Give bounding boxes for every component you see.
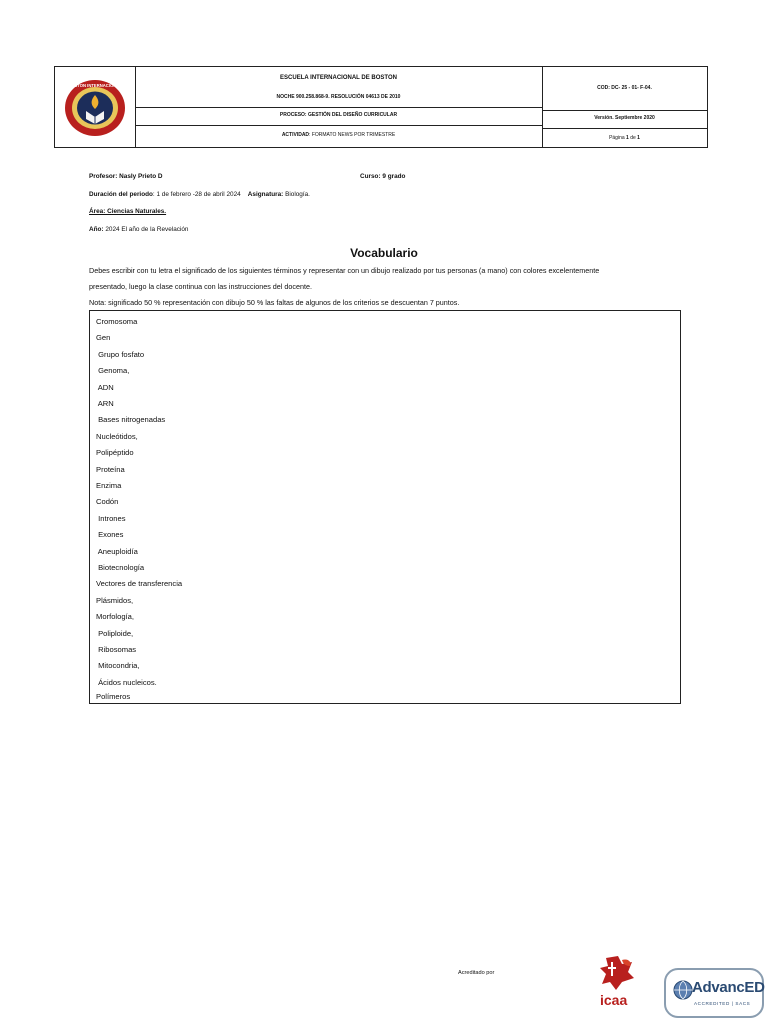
globe-icon bbox=[673, 980, 693, 1000]
list-item: Cromosoma bbox=[96, 317, 138, 326]
process-text: PROCESO: GESTIÓN DEL DISEÑO CURRICULAR bbox=[279, 112, 398, 118]
school-name: ESCUELA INTERNACIONAL DE BOSTON bbox=[280, 75, 397, 81]
list-item: Nucleótidos, bbox=[96, 431, 138, 441]
svg-text:BOSTON INTERNACIONAL: BOSTON INTERNACIONAL bbox=[68, 83, 122, 88]
teacher-line: Profesor: Nasly Prieto D bbox=[89, 173, 163, 180]
accredited-by-label: Acreditado por bbox=[458, 970, 495, 976]
document-header bbox=[54, 66, 708, 148]
list-item: Polímeros bbox=[96, 692, 131, 701]
instructions-line-1: Debes escribir con tu letra el significado de los siguientes términos y representar con un dibujo realizado por tus personas (a mano) con colores excelentemente bbox=[89, 266, 600, 275]
advanced-wordmark: AdvancED bbox=[692, 979, 765, 996]
advanced-logo bbox=[664, 968, 764, 1018]
header-middle bbox=[135, 67, 543, 147]
resolution-text: NOCHE 900.258.868-9. RESOLUCIÓN 04613 DE 2010 bbox=[276, 94, 401, 100]
header-right bbox=[542, 67, 707, 147]
list-item: Ácidos nucleicos. bbox=[96, 677, 157, 687]
vocabulary-list-box bbox=[89, 310, 681, 704]
icaa-wordmark: icaa bbox=[600, 992, 628, 1008]
doc-version: Versión. Septiembre 2020 bbox=[594, 115, 655, 121]
icaa-logo bbox=[598, 954, 638, 1008]
area-line: Área: Ciencias Naturales. bbox=[89, 208, 167, 215]
list-item: Enzima bbox=[96, 481, 122, 490]
school-seal-icon bbox=[64, 79, 126, 137]
list-item: Biotecnología bbox=[96, 563, 145, 572]
list-item: Bases nitrogenadas bbox=[96, 415, 166, 425]
list-item: Codón bbox=[96, 497, 119, 507]
instructions-line-2: presentado, luego la clase continua con las instrucciones del docente. bbox=[89, 282, 312, 291]
list-item: ADN bbox=[96, 382, 114, 392]
list-item: Plásmidos, bbox=[96, 595, 134, 605]
list-item: Proteína bbox=[96, 464, 125, 474]
logo-cell bbox=[55, 67, 136, 147]
course-line: Curso: 9 grado bbox=[360, 173, 406, 180]
list-item: Ribosomas bbox=[96, 645, 137, 654]
list-item: Intrones bbox=[96, 513, 126, 523]
list-item: Exones bbox=[96, 530, 124, 540]
list-item: Genoma, bbox=[96, 366, 130, 376]
activity-text: ACTIVIDAD: FORMATO NEWS POR TRIMESTRE bbox=[281, 132, 396, 138]
doc-code: COD: DC- 25 - 01- F-04. bbox=[597, 85, 652, 91]
page-number: Página 1 de 1 bbox=[609, 135, 640, 141]
advanced-subtitle: ACCREDITED | SACS bbox=[694, 1001, 751, 1006]
list-item: Grupo fosfato bbox=[96, 349, 145, 359]
note-line: Nota: significado 50 % representación con dibujo 50 % las faltas de algunos de los criterios se descuentan 7 puntos. bbox=[89, 298, 460, 307]
list-item: Aneuploidía bbox=[96, 546, 138, 556]
list-item: Polipéptido bbox=[96, 448, 134, 458]
list-item: Gen bbox=[96, 333, 111, 343]
list-item: Morfología, bbox=[96, 612, 134, 622]
vocabulary-title: Vocabulario bbox=[350, 246, 418, 260]
icaa-emblem-icon bbox=[598, 954, 638, 990]
list-item: Vectores de transferencia bbox=[96, 579, 183, 589]
duration-line: Duración del periodo: 1 de febrero -28 de abril 2024 Asignatura: Biología. bbox=[89, 191, 310, 198]
year-line: Año: 2024 El año de la Revelación bbox=[89, 226, 189, 233]
list-item: ARN bbox=[96, 399, 114, 408]
list-item: Mitocondria, bbox=[96, 661, 140, 671]
list-item: Poliploide, bbox=[96, 628, 134, 638]
